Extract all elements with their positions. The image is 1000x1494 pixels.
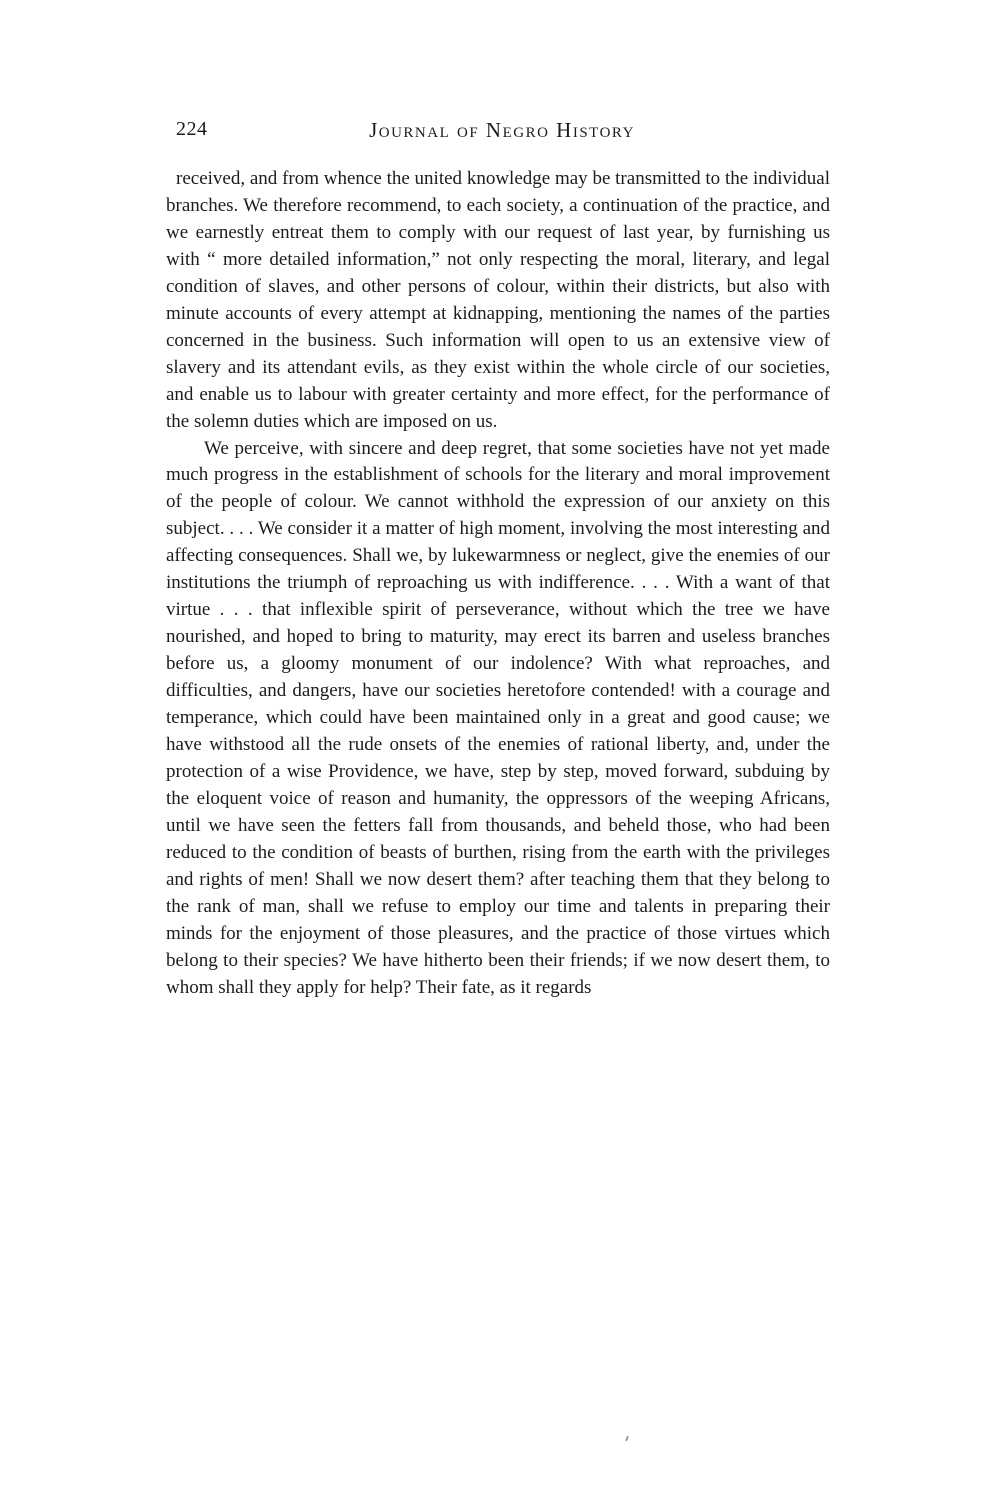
- body-text: [166, 166, 830, 1002]
- page-number: 224: [176, 118, 208, 140]
- paragraph: We perceive, with sincere and deep regret, that some societies have not yet made much progress in the establishment of schools for the literary and moral improvement of the people of colour. We cannot withhold the expression of our anxiety on this subject. . . . We consider it a matter of high moment, involving the most interesting and affecting consequences. Shall we, by lukewarmness or neglect, give the enemies of our institutions the triumph of reproaching us with indifference. . . . With a want of that virtue . . . that inflexible spirit of perseverance, without which the tree we have nourished, and hoped to bring to maturity, may erect its barren and useless branches before us, a gloomy monument of our indolence? With what reproaches, and difficulties, and dangers, have our societies heretofore contended! with a courage and temperance, which could have been maintained only in a great and good cause; we have withstood all the rude onsets of the enemies of rational liberty, and, under the protection of a wise Providence, we have, step by step, moved forward, subduing by the eloquent voice of reason and humanity, the oppressors of the weeping Africans, until we have seen the fetters fall from thousands, and beheld those, who had been reduced to the condition of beasts of burthen, rising from the earth with the privileges and rights of men! Shall we now desert them? after teaching them that they belong to the rank of man, shall we refuse to employ our time and talents in preparing their minds for the enjoyment of those pleasures, and the practice of those virtues which belong to their species? We have hitherto been their friends; if we now desert them, to whom shall they apply for help? Their fate, as it regards: [166, 437, 830, 998]
- running-head: Journal of Negro History: [369, 118, 635, 142]
- paragraph-continued: received, and from whence the united knowledge may be transmitted to the individual branches. We therefore recommend, to each society, a continuation of the practice, and we earnestly entreat them to comply with our request of last year, by furnishing us with “ more detailed information,” not only respecting the moral, literary, and legal condition of slaves, and other persons of colour, within their districts, but also with minute accounts of every attempt at kidnapping, mentioning the names of the parties concerned in the business. Such information will open to us an extensive view of slavery and its attendant evils, as they exist within the whole circle of our societies, and enable us to labour with greater certainty and more effect, for the performance of the solemn duties which are imposed on us.: [166, 168, 830, 432]
- page-header: [176, 118, 828, 148]
- scan-speck: [625, 1436, 629, 1441]
